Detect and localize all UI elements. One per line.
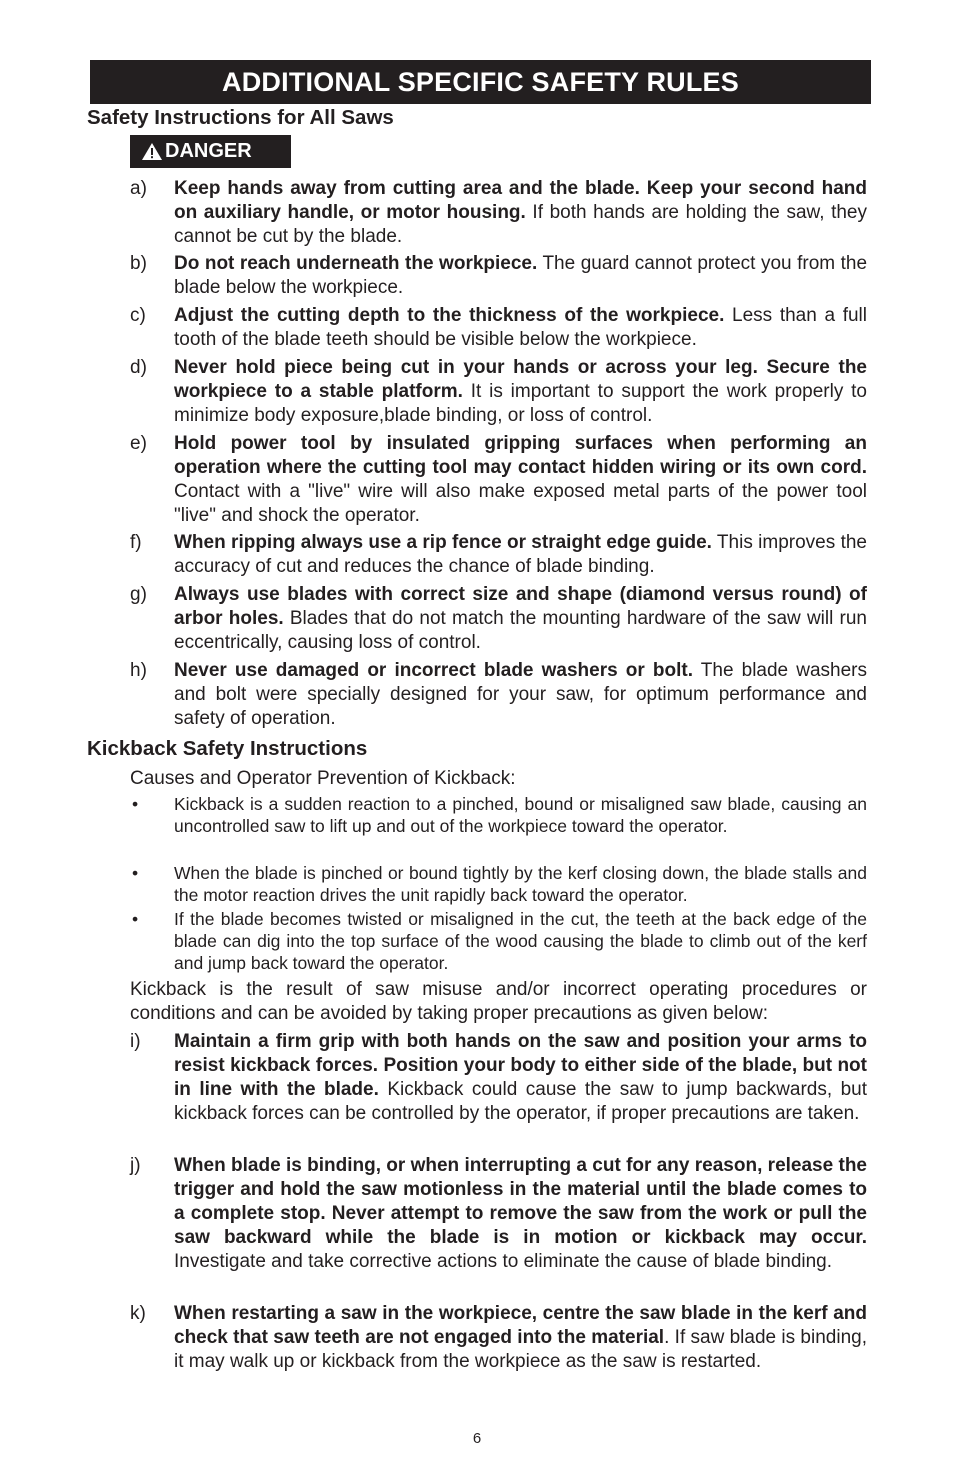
rule-letter: b) [130,253,147,274]
rule-text: Investigate and take corrective actions to eliminate the cause of blade binding. [174,1251,833,1272]
rule-letter: e) [130,433,147,454]
rule-bold-text: Never hold piece being cut in your hands or across your leg. Secure the workpiece to a stable platform. [174,357,867,402]
rule-letter: g) [130,584,147,605]
rule-a [130,177,867,249]
rule-c [130,304,867,352]
rule-bold-text: Maintain a firm grip with both hands on the saw and position your arms to resist kickback forces. Position your body to either side of the blade, but not in line with the blade. [174,1031,867,1100]
rule-f [130,531,867,579]
section-heading-kickback: Kickback Safety Instructions [87,737,368,760]
rule-text: The blade washers and bolt were specially designed for your saw, for optimum performance and safety of operation. [174,660,867,729]
rule-letter: h) [130,660,147,681]
rule-g [130,583,867,655]
rule-text: . If saw blade is binding, it may walk up or kickback from the workpiece as the saw is restarted. [174,1327,867,1372]
rule-letter: f) [130,532,142,553]
bullet-symbol: • [132,863,139,883]
rule-letter: i) [130,1031,141,1052]
rule-text: Less than a full tooth of the blade teeth should be visible below the workpiece. [174,305,867,350]
page-number: 6 [472,1430,482,1447]
bullet-item [130,908,867,974]
rule-h [130,659,867,731]
bullet-item [130,862,867,906]
kickback-summary: Kickback is the result of saw misuse and/or incorrect operating procedures or conditions and can be avoided by taking proper precautions as given below: [130,979,867,1024]
rule-letter: k) [130,1303,146,1324]
rule-text: If both hands are holding the saw, they cannot be cut by the blade. [174,202,867,247]
rule-bold-text: Adjust the cutting depth to the thickness of the workpiece. [174,305,725,326]
rule-letter: j) [130,1155,141,1176]
rule-k [130,1302,867,1374]
rule-b [130,252,867,300]
bullet-text: If the blade becomes twisted or misaligned in the cut, the teeth at the back edge of the blade can dig into the top surface of the wood causing the blade to climb out of the kerf and jump back toward the operator. [174,909,867,973]
rule-letter: d) [130,357,147,378]
rule-j [130,1154,867,1274]
warning-triangle-icon [142,143,162,160]
rule-d [130,356,867,428]
rule-bold-text: When restarting a saw in the workpiece, centre the saw blade in the kerf and check that saw teeth are not engaged into the material [174,1303,867,1348]
bullet-symbol: • [132,909,139,929]
rule-text: Kickback could cause the saw to jump backwards, but kickback forces can be controlled by the operator, if proper precautions are taken. [174,1079,867,1124]
rule-bold-text: Keep hands away from cutting area and the blade. Keep your second hand on auxiliary handle, or motor housing. [174,178,867,223]
rule-text: The guard cannot protect you from the blade below the workpiece. [174,253,868,298]
kickback-intro: Causes and Operator Prevention of Kickback: [130,768,516,789]
rule-bold-text: When ripping always use a rip fence or straight edge guide. [174,532,712,553]
page-title: ADDITIONAL SPECIFIC SAFETY RULES [90,60,871,104]
rule-bold-text: Do not reach underneath the workpiece. [174,253,538,274]
rule-bold-text: When blade is binding, or when interrupting a cut for any reason, release the trigger and hold the saw motionless in the material until the blade comes to a complete stop. Never attempt to remove the saw from the work or pull the saw backward while the blade is in motion or kickback may occur. [174,1155,867,1248]
rule-e [130,432,867,528]
bullet-text: When the blade is pinched or bound tightly by the kerf closing down, the blade stalls and the motor reaction drives the unit rapidly back toward the operator. [174,863,867,905]
rule-letter: a) [130,178,147,199]
danger-badge [130,135,291,168]
rule-bold-text: Never use damaged or incorrect blade washers or bolt. [174,660,693,681]
rule-letter: c) [130,305,146,326]
rule-bold-text: Always use blades with correct size and shape (diamond versus round) of arbor holes. [174,584,867,629]
rule-text: It is important to support the work properly to minimize body exposure,blade binding, or loss of control. [174,381,867,426]
bullet-text: Kickback is a sudden reaction to a pinched, bound or misaligned saw blade, causing an uncontrolled saw to lift up and out of the workpiece toward the operator. [174,794,867,836]
bullet-symbol: • [132,794,139,814]
section-heading-all-saws: Safety Instructions for All Saws [87,106,394,129]
rule-text: This improves the accuracy of cut and reduces the chance of blade binding. [174,532,867,577]
rule-bold-text: Hold power tool by insulated gripping surfaces when performing an operation where the cutting tool may contact hidden wiring or its own cord. [174,433,867,478]
danger-label: DANGER [165,140,252,162]
rule-text: Blades that do not match the mounting hardware of the saw will run eccentrically, causing loss of control. [174,608,868,653]
bullet-item [130,793,867,837]
rule-i [130,1030,867,1126]
rule-text: Contact with a "live" wire will also make exposed metal parts of the power tool "live" and shock the operator. [174,481,867,526]
